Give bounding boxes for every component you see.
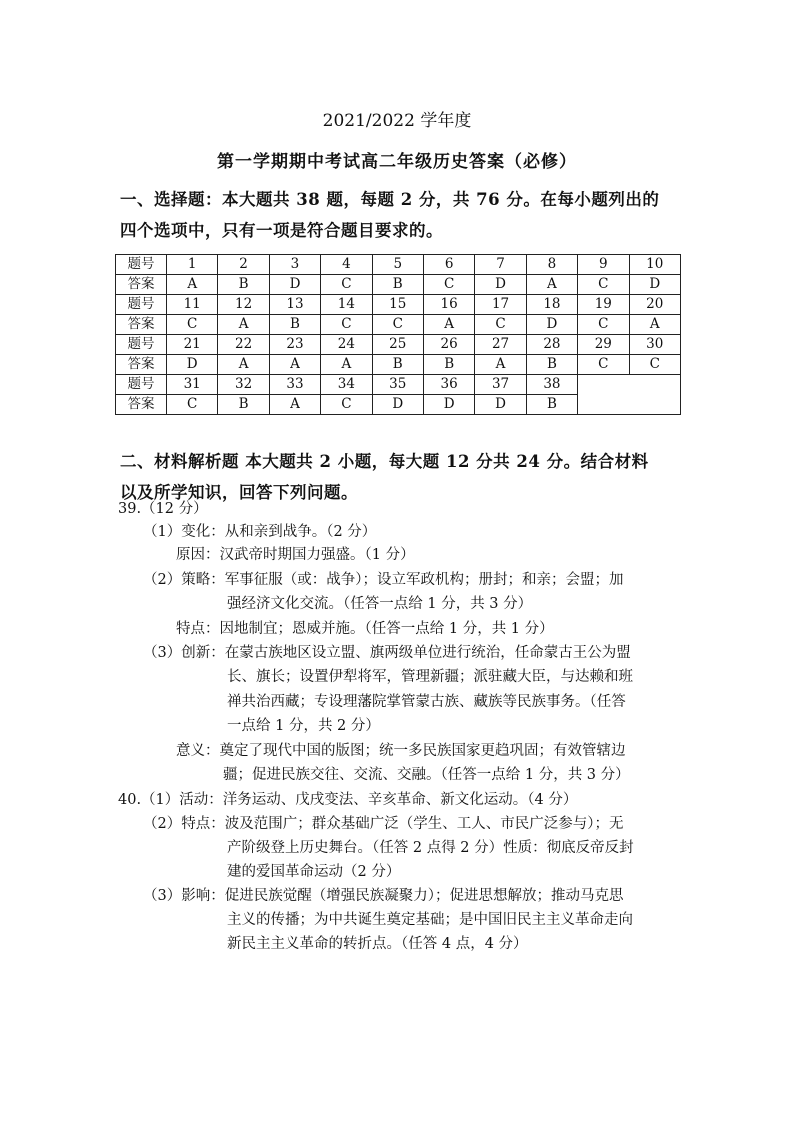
answer-cell: A	[321, 355, 372, 375]
row-label: 答案	[116, 395, 167, 415]
answer-cell: B	[372, 275, 423, 295]
answer-cell: C	[167, 395, 218, 415]
question-number-cell: 18	[526, 295, 577, 315]
answer-cell: D	[475, 275, 526, 295]
answer-cell: A	[629, 315, 680, 335]
answer-cell: D	[526, 315, 577, 335]
question-number-cell: 35	[372, 375, 423, 395]
question-number-cell: 33	[269, 375, 320, 395]
answer-cell: B	[423, 355, 474, 375]
answer-cell: B	[218, 395, 269, 415]
question-number-cell: 36	[423, 375, 474, 395]
question-number-row	[116, 375, 681, 395]
answer-cell: C	[578, 355, 629, 375]
question-number-cell: 16	[423, 295, 474, 315]
row-label: 题号	[116, 335, 167, 355]
q39-line: （3）创新：在蒙古族地区设立盟、旗两级单位进行统治，任命蒙古王公为盟	[143, 645, 631, 661]
q39-line: 特点：因地制宜；恩威并施。（任答一点给 1 分，共 1 分）	[176, 621, 554, 637]
answer-row	[116, 315, 681, 335]
question-number-cell: 27	[475, 335, 526, 355]
question-number-row	[116, 255, 681, 275]
q39-line: 原因：汉武帝时期国力强盛。（1 分）	[176, 547, 415, 563]
question-number-row	[116, 295, 681, 315]
answer-cell: C	[167, 315, 218, 335]
question-number-cell: 26	[423, 335, 474, 355]
answer-cell: D	[167, 355, 218, 375]
question-number-cell: 8	[526, 255, 577, 275]
answer-cell: D	[269, 275, 320, 295]
row-label: 答案	[116, 315, 167, 335]
question-number-cell: 25	[372, 335, 423, 355]
page-title: 第一学期期中考试高二年级历史答案（必修）	[217, 152, 577, 172]
answer-cell: A	[167, 275, 218, 295]
q40-line: 新民主主义革命的转折点。（任答 4 点，4 分）	[227, 936, 528, 952]
question-number-cell: 19	[578, 295, 629, 315]
answer-cell: C	[578, 275, 629, 295]
answer-cell: C	[321, 315, 372, 335]
answer-cell: B	[372, 355, 423, 375]
answer-cell: D	[423, 395, 474, 415]
q39-line: （2）策略：军事征服（或：战争）；设立军政机构；册封；和亲；会盟；加	[143, 572, 624, 588]
q39-line: 长、旗长；设置伊犁将军，管理新疆；派驻藏大臣，与达赖和班	[227, 669, 633, 685]
question-number-cell: 5	[372, 255, 423, 275]
question-number-cell: 15	[372, 295, 423, 315]
question-number-cell: 29	[578, 335, 629, 355]
answer-table	[115, 254, 681, 415]
q39-line: 疆；促进民族交往、交流、交融。（任答一点给 1 分，共 3 分）	[223, 767, 630, 783]
question-number-cell: 34	[321, 375, 372, 395]
q39-line: 意义：奠定了现代中国的版图；统一多民族国家更趋巩固；有效管辖边	[176, 743, 626, 759]
answer-cell: B	[269, 315, 320, 335]
q40-line: 产阶级登上历史舞台。（任答 2 点得 2 分）性质：彻底反帝反封	[227, 840, 634, 856]
q40-line: 主义的传播；为中共诞生奠定基础；是中国旧民主主义革命走向	[227, 912, 633, 928]
question-number-cell: 6	[423, 255, 474, 275]
q39-line: 禅共治西藏；专设理藩院掌管蒙古族、藏族等民族事务。（任答	[227, 694, 626, 710]
question-number-cell: 7	[475, 255, 526, 275]
answer-cell: A	[475, 355, 526, 375]
question-number-cell: 4	[321, 255, 372, 275]
q39-heading: 39.（12 分）	[118, 501, 208, 517]
question-number-row	[116, 335, 681, 355]
empty-cell	[578, 375, 681, 415]
question-number-cell: 24	[321, 335, 372, 355]
question-number-cell: 37	[475, 375, 526, 395]
question-number-cell: 31	[167, 375, 218, 395]
section2-heading-line2: 以及所学知识，回答下列问题。	[120, 483, 358, 502]
q39-line: 强经济文化交流。（任答一点给 1 分，共 3 分）	[227, 596, 533, 612]
row-label: 答案	[116, 275, 167, 295]
question-number-cell: 9	[578, 255, 629, 275]
answer-cell: D	[629, 275, 680, 295]
question-number-cell: 3	[269, 255, 320, 275]
answer-cell: C	[423, 275, 474, 295]
section1-heading-line2: 四个选项中，只有一项是符合题目要求的。	[120, 221, 443, 240]
answer-cell: B	[526, 395, 577, 415]
q39-line: （1）变化：从和亲到战争。（2 分）	[143, 524, 377, 540]
answer-cell: D	[372, 395, 423, 415]
answer-cell: A	[269, 395, 320, 415]
question-number-cell: 11	[167, 295, 218, 315]
question-number-cell: 12	[218, 295, 269, 315]
question-number-cell: 21	[167, 335, 218, 355]
question-number-cell: 28	[526, 335, 577, 355]
q40-line: 40.（1）活动：洋务运动、戊戌变法、辛亥革命、新文化运动。（4 分）	[118, 792, 578, 808]
question-number-cell: 2	[218, 255, 269, 275]
school-year: 2021/2022 学年度	[322, 111, 472, 131]
question-number-cell: 14	[321, 295, 372, 315]
answer-row	[116, 355, 681, 375]
answer-cell: B	[218, 275, 269, 295]
answer-cell: B	[526, 355, 577, 375]
answer-row	[116, 275, 681, 295]
section1-heading-line1: 一、选择题：本大题共 38 题，每题 2 分，共 76 分。在每小题列出的	[120, 190, 660, 209]
section1-heading	[120, 184, 680, 246]
section2-heading-line1: 二、材料解析题 本大题共 2 小题，每大题 12 分共 24 分。结合材料	[120, 452, 649, 471]
answer-cell: C	[372, 315, 423, 335]
question-number-cell: 1	[167, 255, 218, 275]
answer-cell: C	[321, 395, 372, 415]
row-label: 题号	[116, 255, 167, 275]
question-number-cell: 22	[218, 335, 269, 355]
row-label: 题号	[116, 375, 167, 395]
answer-cell: A	[218, 315, 269, 335]
question-number-cell: 32	[218, 375, 269, 395]
question-number-cell: 38	[526, 375, 577, 395]
question-number-cell: 23	[269, 335, 320, 355]
q40-line: 建的爱国革命运动（2 分）	[227, 864, 401, 880]
answer-cell: A	[526, 275, 577, 295]
answer-cell: C	[629, 355, 680, 375]
answer-cell: C	[578, 315, 629, 335]
answer-cell: A	[218, 355, 269, 375]
q40-line: （2）特点：波及范围广；群众基础广泛（学生、工人、市民广泛参与）；无	[143, 816, 624, 832]
question-number-cell: 10	[629, 255, 680, 275]
question-number-cell: 30	[629, 335, 680, 355]
question-number-cell: 13	[269, 295, 320, 315]
row-label: 题号	[116, 295, 167, 315]
question-number-cell: 17	[475, 295, 526, 315]
row-label: 答案	[116, 355, 167, 375]
question-number-cell: 20	[629, 295, 680, 315]
answer-cell: C	[321, 275, 372, 295]
answer-cell: C	[475, 315, 526, 335]
answer-cell: D	[475, 395, 526, 415]
answer-cell: A	[269, 355, 320, 375]
q40-line: （3）影响：促进民族觉醒（增强民族凝聚力）；促进思想解放；推动马克思	[143, 888, 624, 904]
q39-line: 一点给 1 分，共 2 分）	[227, 718, 380, 734]
answer-cell: A	[423, 315, 474, 335]
